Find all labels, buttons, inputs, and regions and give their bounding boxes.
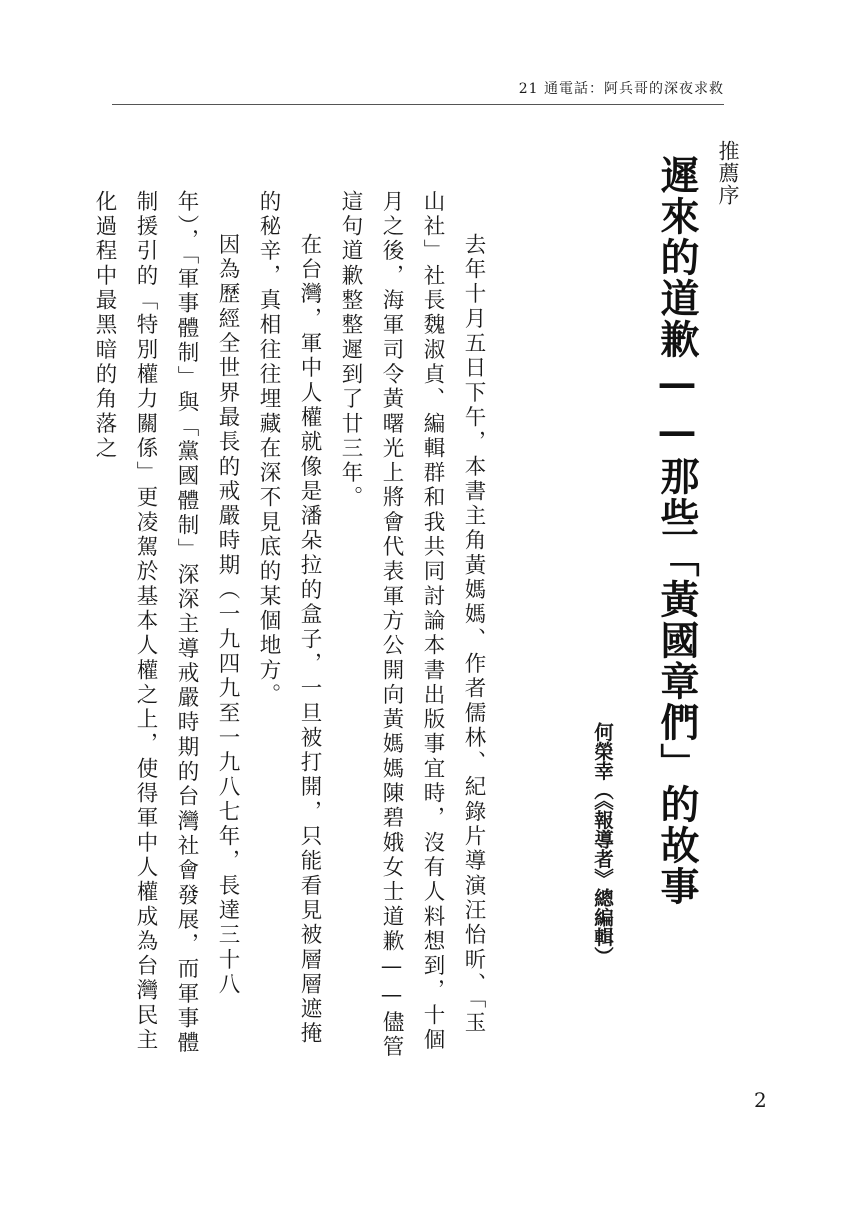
author-byline: 何榮幸（《報導者》總編輯）: [591, 722, 614, 966]
section-label: 推薦序: [716, 140, 740, 206]
body-paragraph: 因為歷經全世界最長的戒嚴時期（一九四九至一九八七年，長達三十八年），「軍事體制」與「黨國體制」深深主導戒嚴時期的台灣社會發展，而軍事體制援引的「特別權力關係」更凌駕於基本人權之上，使得軍中人權成為台灣民主化過程中最黑暗的角落之: [92, 190, 240, 1056]
body-paragraph: 去年十月五日下午，本書主角黃媽媽、作者儒林、紀錄片導演汪怡昕、「玉山社」社長魏淑貞、編輯群和我共同討論本書出版事宜時，沒有人料想到，十個月之後，海軍司令黃曙光上將會代表軍方公開向黃媽媽陳碧娥女士道歉——儘管這句道歉整整遲到了廿三年。: [338, 190, 486, 1060]
body-paragraph: 在台灣，軍中人權就像是潘朵拉的盒子，一旦被打開，只能看見被層層遮掩的秘辛，真相往往埋藏在深不見底的某個地方。: [256, 190, 322, 1047]
running-header: 21 通電話：阿兵哥的深夜求救: [518, 81, 724, 97]
article-title: 遲來的道歉——那些「黃國章們」的故事: [654, 155, 700, 907]
header-rule: [112, 104, 724, 105]
page-number: 2: [754, 1088, 767, 1112]
article-body: [92, 190, 494, 1060]
